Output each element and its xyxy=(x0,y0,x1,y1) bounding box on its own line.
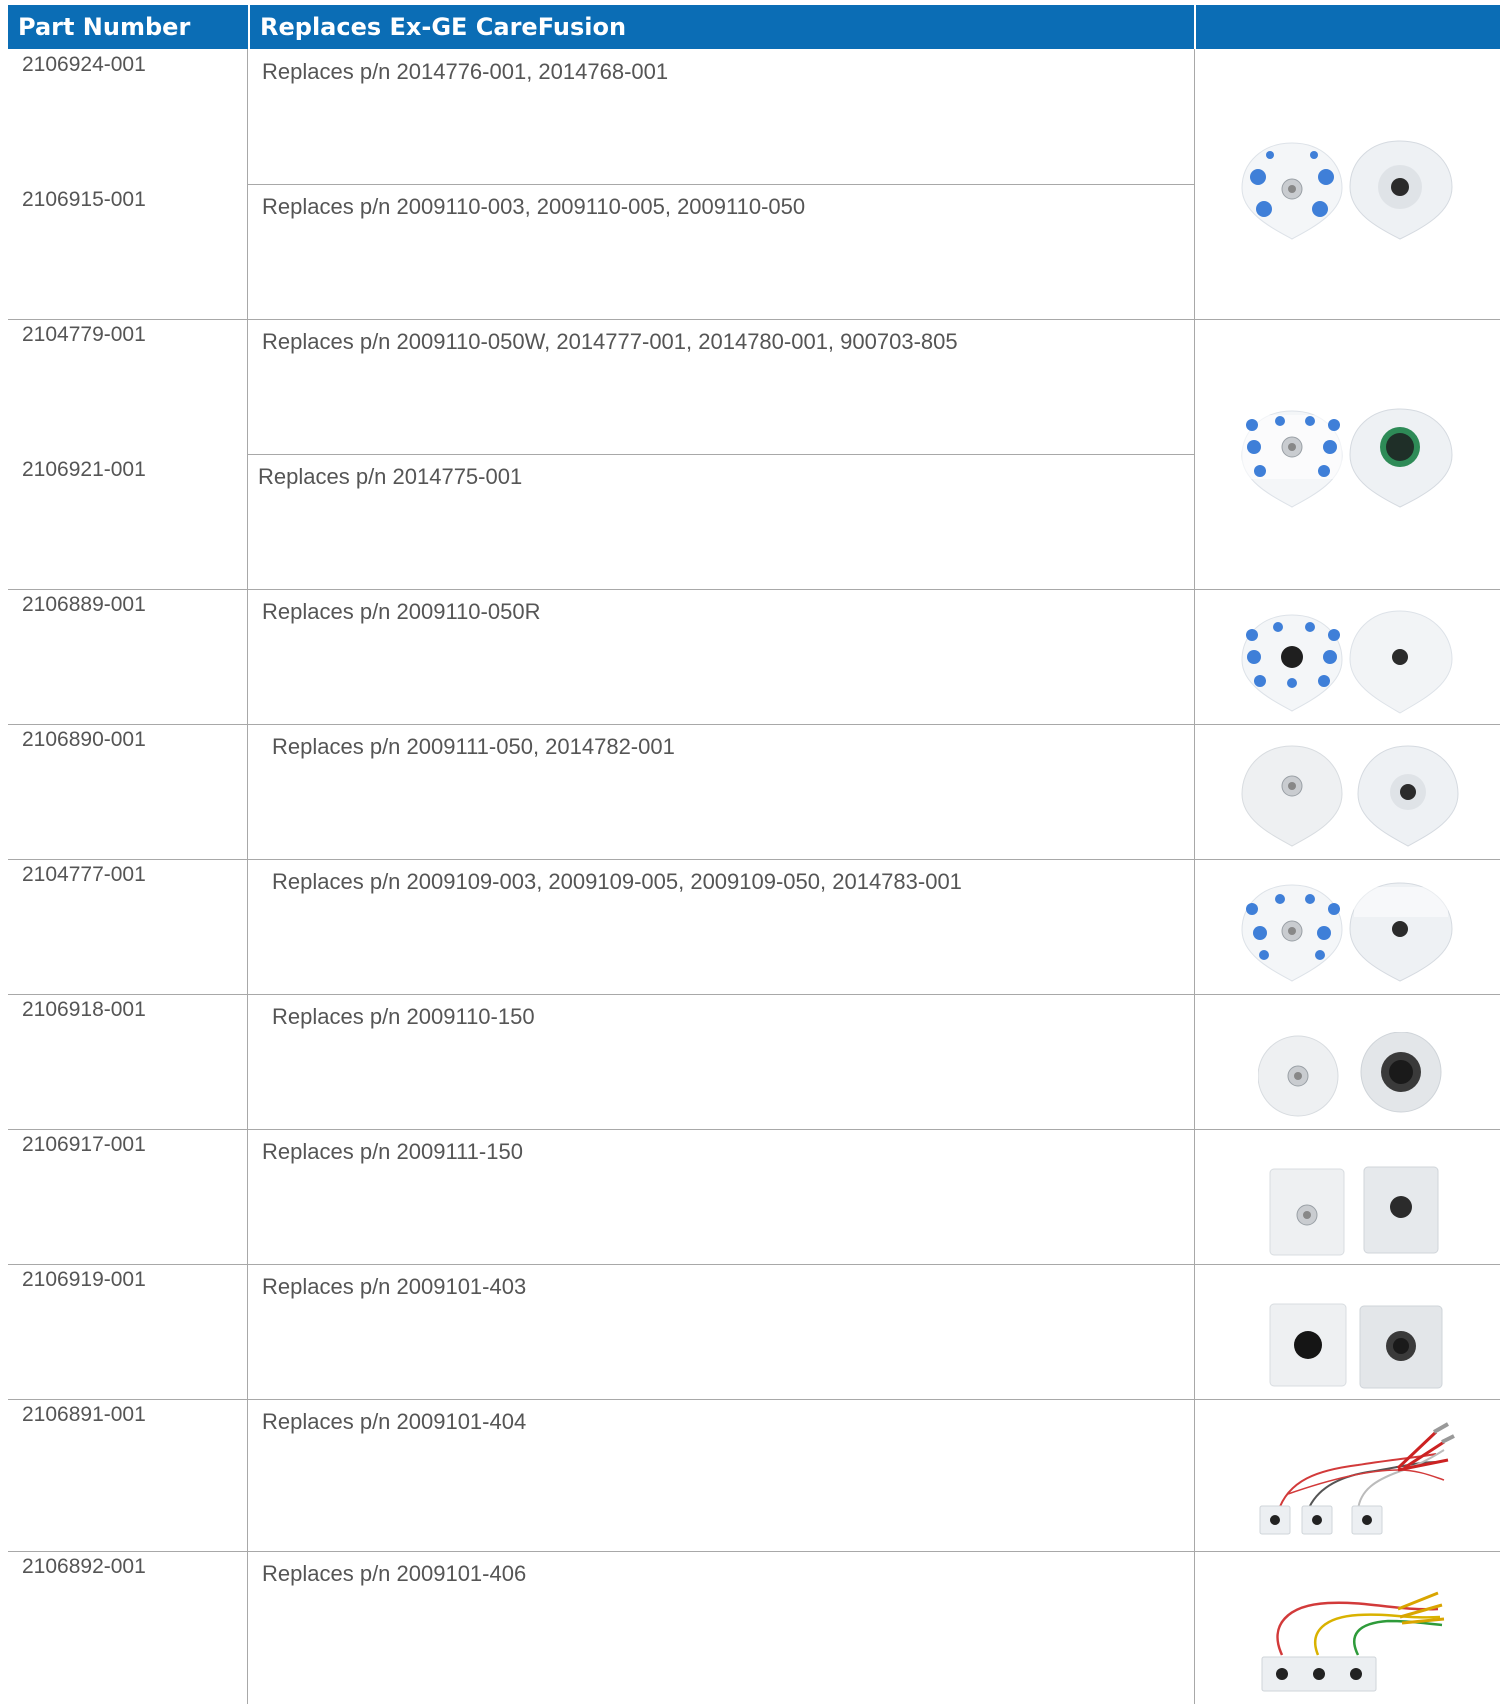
part-number-cell: 2104779-001 xyxy=(22,323,146,346)
part-number-cell: 2106921-001 xyxy=(22,458,146,481)
replaces-cell: Replaces p/n 2009101-404 xyxy=(262,1409,527,1434)
leadwire-electrode-image xyxy=(1248,1565,1458,1695)
replaces-cell: Replaces p/n 2009111-050, 2014782-001 xyxy=(272,734,675,759)
row-divider xyxy=(8,1264,1500,1265)
replaces-cell: Replaces p/n 2009109-003, 2009109-005, 2009109-050, 2014783-001 xyxy=(272,869,962,894)
replaces-cell: Replaces p/n 2009101-403 xyxy=(262,1274,527,1299)
part-number-cell: 2106917-001 xyxy=(22,1133,146,1156)
column-divider xyxy=(247,49,248,1704)
row-divider xyxy=(8,1129,1500,1130)
electrode-image-pair xyxy=(1240,133,1460,243)
replaces-cell: Replaces p/n 2009110-150 xyxy=(272,1004,535,1029)
part-number-cell: 2106892-001 xyxy=(22,1555,146,1578)
row-divider xyxy=(8,859,1500,860)
electrode-image-pair xyxy=(1240,740,1460,850)
row-divider xyxy=(8,589,1500,590)
column-divider xyxy=(1194,49,1195,1704)
replaces-cell: Replaces p/n 2009110-050W, 2014777-001, 2014780-001, 900703-805 xyxy=(262,329,958,354)
part-number-cell: 2106890-001 xyxy=(22,728,146,751)
part-number-cell: 2106889-001 xyxy=(22,593,146,616)
electrode-image-pair xyxy=(1268,1165,1448,1257)
row-divider xyxy=(8,994,1500,995)
replaces-cell: Replaces p/n 2009110-003, 2009110-005, 2009110-050 xyxy=(262,194,806,219)
electrode-image-pair xyxy=(1240,401,1460,511)
row-divider xyxy=(8,319,1500,320)
row-divider xyxy=(248,184,1194,185)
electrode-image-pair xyxy=(1258,1032,1458,1122)
row-divider xyxy=(8,724,1500,725)
electrode-image-pair xyxy=(1240,605,1460,715)
header-image xyxy=(1194,5,1500,49)
header-part-number: Part Number xyxy=(8,5,248,49)
row-divider xyxy=(8,1399,1500,1400)
header-replaces: Replaces Ex-GE CareFusion xyxy=(248,5,1194,49)
electrode-image-pair xyxy=(1268,1300,1448,1392)
replaces-cell: Replaces p/n 2009110-050R xyxy=(262,599,541,624)
parts-cross-reference-table xyxy=(8,5,1500,1704)
replaces-cell: Replaces p/n 2014776-001, 2014768-001 xyxy=(262,59,669,84)
replaces-cell: Replaces p/n 2009111-150 xyxy=(262,1139,523,1164)
electrode-image-pair xyxy=(1240,875,1460,985)
replaces-cell: Replaces p/n 2014775-001 xyxy=(258,464,523,489)
part-number-cell: 2106891-001 xyxy=(22,1403,146,1426)
part-number-cell: 2106918-001 xyxy=(22,998,146,1021)
part-number-cell: 2106919-001 xyxy=(22,1268,146,1291)
part-number-cell: 2106915-001 xyxy=(22,188,146,211)
leadwire-electrode-image xyxy=(1248,1410,1458,1540)
part-number-cell: 2104777-001 xyxy=(22,863,146,886)
part-number-cell: 2106924-001 xyxy=(22,53,146,76)
row-divider xyxy=(8,1551,1500,1552)
replaces-cell: Replaces p/n 2009101-406 xyxy=(262,1561,527,1586)
row-divider xyxy=(248,454,1194,455)
